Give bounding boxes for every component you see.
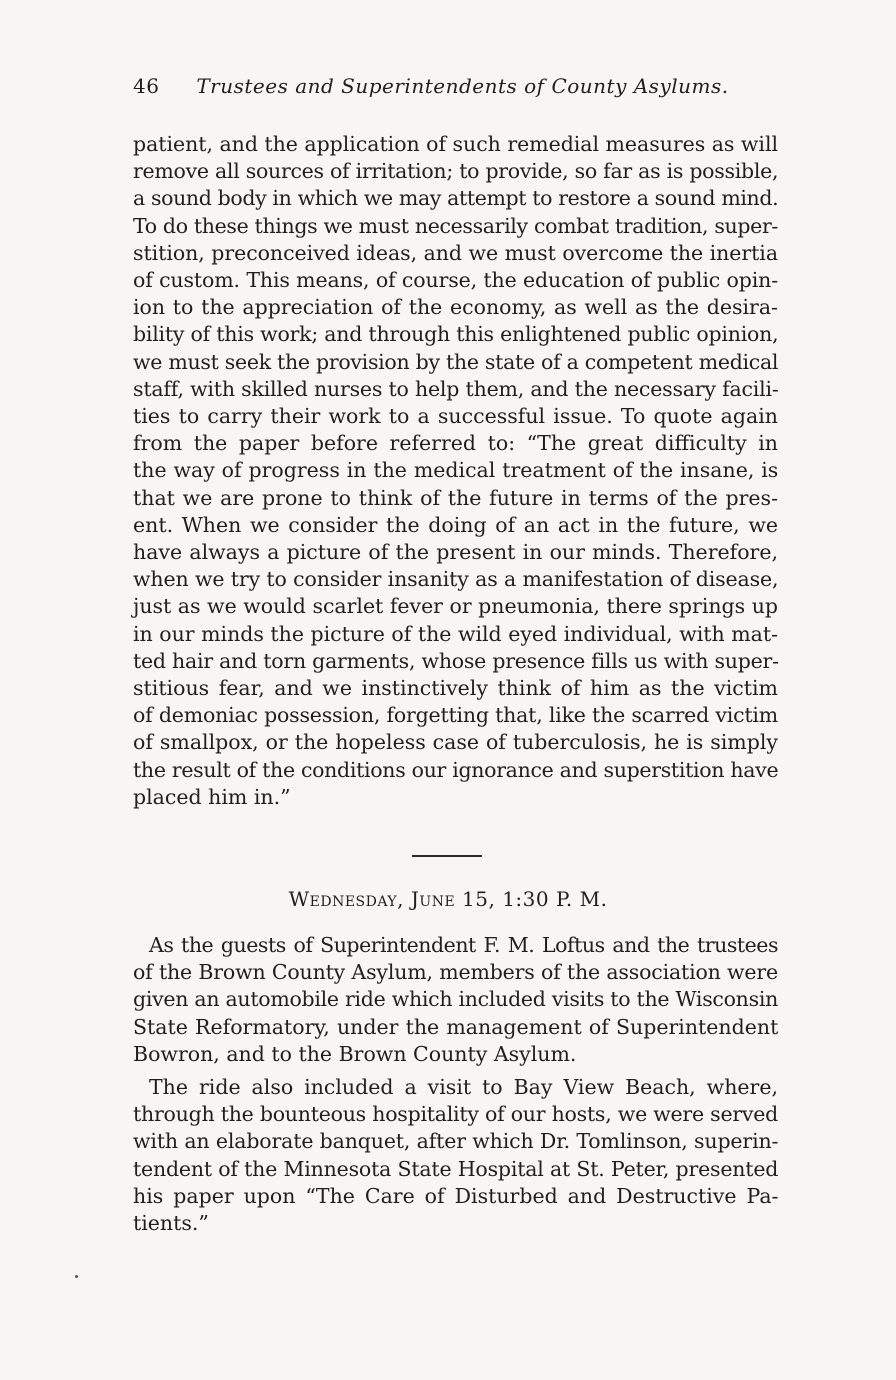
print-speck (75, 1275, 78, 1278)
heading-day: Wednesday, (288, 887, 405, 911)
heading-month: June (410, 887, 456, 911)
text-line: bility of this work; and through this enlightened public opinion, (133, 322, 779, 347)
text-line: stitious fear, and we instinctively think of him as the victim (133, 676, 778, 701)
text-line: State Reformatory, under the management of Superintendent (133, 1014, 779, 1039)
text-line: have always a picture of the present in our minds. Therefore, (133, 540, 778, 565)
text-line: tendent of the Minnesota State Hospital at St. Peter, presented (133, 1156, 779, 1181)
running-title: Trustees and Superintendents of County Asylums. (196, 74, 729, 98)
text-line: the result of the conditions our ignorance and superstition have (133, 757, 779, 782)
text-line: To do these things we must necessarily combat tradition, super- (133, 213, 778, 238)
text-line: that we are prone to think of the future in terms of the pres- (133, 485, 778, 510)
section-divider (412, 855, 482, 857)
text-line: staff, with skilled nurses to help them, and the necessary facili- (133, 376, 779, 401)
text-line: of demoniac possession, forgetting that, like the scarred victim (133, 703, 778, 728)
text-line: with an elaborate banquet, after which Dr. Tomlinson, superin- (133, 1129, 779, 1154)
text-line: in our minds the picture of the wild eyed individual, with mat- (133, 621, 778, 646)
section-heading (0, 887, 896, 911)
paragraph-automobile-ride (133, 932, 778, 1068)
text-line: ent. When we consider the doing of an act in the future, we (133, 512, 778, 537)
paragraph-banquet (133, 1074, 778, 1237)
text-line: stition, preconceived ideas, and we must overcome the inertia (133, 240, 778, 265)
text-line: his paper upon “The Care of Disturbed and Destructive Pa- (133, 1183, 779, 1208)
heading-time: 15, 1:30 P. M. (462, 887, 608, 911)
text-line: patient, and the application of such remedial measures as will (133, 132, 778, 156)
text-line: of custom. This means, of course, the education of public opin- (133, 268, 779, 293)
text-line: The ride also included a visit to Bay View Beach, where, (149, 1075, 778, 1099)
paragraph-patient-care (133, 131, 778, 811)
text-line: of the Brown County Asylum, members of the association were (133, 960, 778, 985)
text-line: just as we would scarlet fever or pneumonia, there springs up (133, 594, 778, 619)
text-line: the way of progress in the medical treatment of the insane, is (133, 458, 779, 483)
running-header (133, 74, 773, 98)
text-line: given an automobile ride which included visits to the Wisconsin (133, 987, 779, 1012)
text-line: ted hair and torn garments, whose presence fills us with super- (133, 648, 779, 673)
text-line: when we try to consider insanity as a manifestation of disease, (133, 567, 779, 592)
text-line: Bowron, and to the Brown County Asylum. (133, 1041, 577, 1066)
page-number: 46 (133, 74, 160, 98)
text-line: through the bounteous hospitality of our hosts, we were served (133, 1102, 778, 1127)
text-line: from the paper before referred to: “The great difficulty in (133, 431, 778, 456)
text-line: ties to carry their work to a successful issue. To quote again (133, 404, 778, 429)
text-line: placed him in.” (133, 784, 291, 809)
text-line: of smallpox, or the hopeless case of tuberculosis, he is simply (133, 730, 778, 755)
text-line: a sound body in which we may attempt to restore a sound mind. (133, 186, 779, 211)
text-line: ion to the appreciation of the economy, as well as the desira- (133, 295, 778, 320)
text-line: tients.” (133, 1211, 209, 1236)
text-line: we must seek the provision by the state of a competent medical (133, 349, 779, 374)
text-line: As the guests of Superintendent F. M. Loftus and the trustees (149, 933, 778, 957)
text-line: remove all sources of irritation; to provide, so far as is possible, (133, 159, 779, 184)
